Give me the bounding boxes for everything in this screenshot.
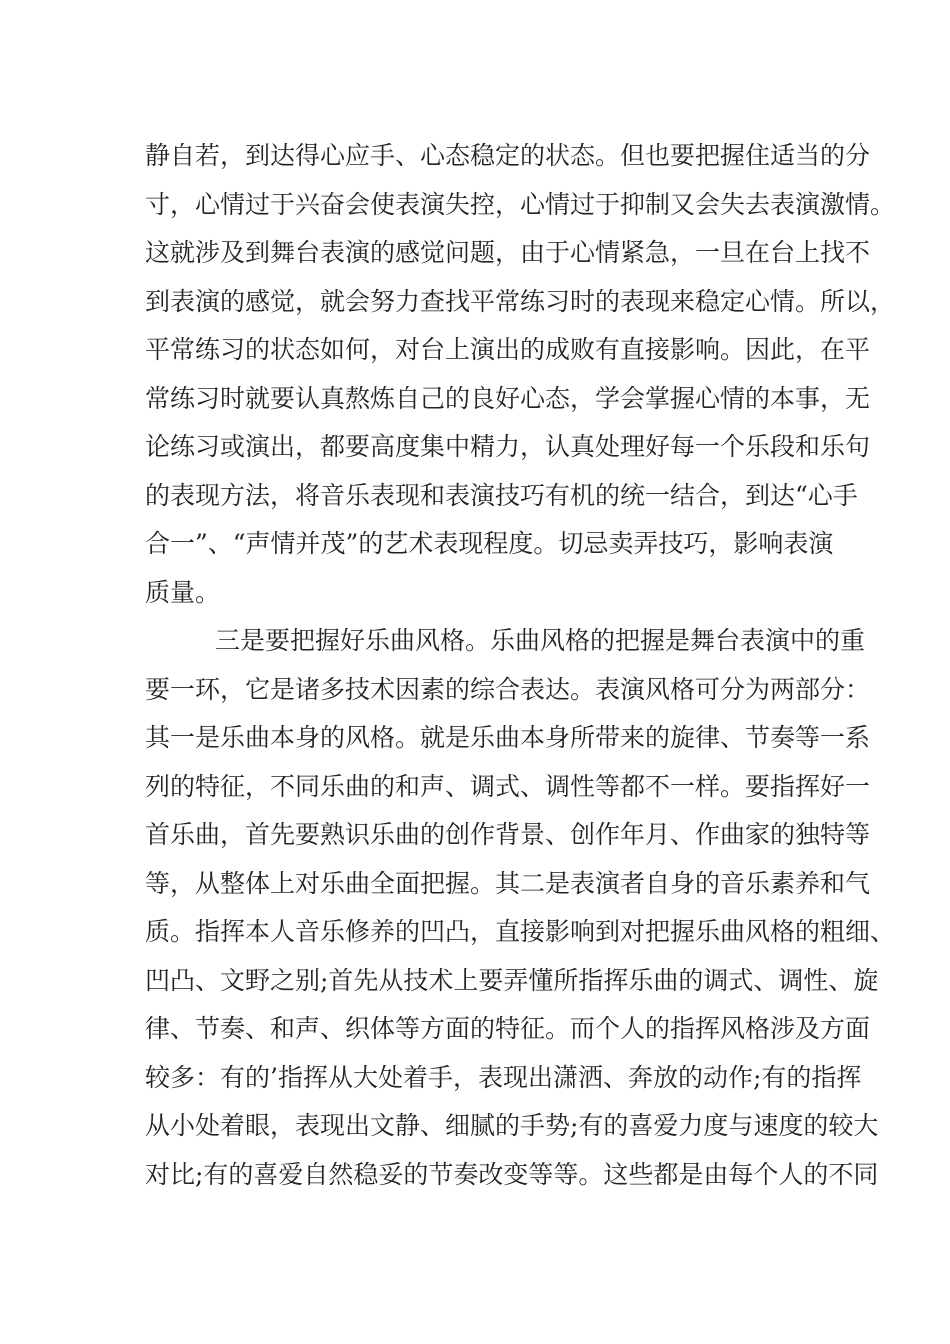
text-line: 其一是乐曲本身的风格。就是乐曲本身所带来的旋律、节奏等一系 <box>145 723 871 752</box>
text-line: 论练习或演出，都要高度集中精力，认真处理好每一个乐段和乐句 <box>145 432 871 461</box>
text-line: 的表现方法，将音乐表现和表演技巧有机的统一结合，到达“心手 <box>145 480 858 510</box>
text-line: 对比;有的喜爱自然稳妥的节奏改变等等。这些都是由每个人的不同 <box>145 1159 879 1189</box>
text-line: 这就涉及到舞台表演的感觉问题，由于心情紧急，一旦在台上找不 <box>145 238 871 267</box>
text-line: 常练习时就要认真熬炼自己的良好心态，学会掌握心情的本事，无 <box>145 383 871 413</box>
text-line: 静自若，到达得心应手、心态稳定的状态。但也要把握住适当的分 <box>145 141 871 170</box>
text-line: 寸，心情过于兴奋会使表演失控，心情过于抑制又会失去表演激情。 <box>145 189 896 219</box>
text-line: 律、节奏、和声、织体等方面的特征。而个人的指挥风格涉及方面 <box>145 1014 871 1043</box>
text-line: 列的特征，不同乐曲的和声、调式、调性等都不一样。要指挥好一 <box>145 771 871 801</box>
text-line: 凹凸、文野之别;首先从技术上要弄懂所指挥乐曲的调式、调性、旋 <box>145 965 879 995</box>
text-line: 质。指挥本人音乐修养的凹凸，直接影响到对把握乐曲风格的粗细、 <box>145 917 896 946</box>
body-text <box>145 132 896 1199</box>
paragraph-start-line: 三是要把握好乐曲风格。乐曲风格的把握是舞台表演中的重 <box>215 626 866 655</box>
text-line: 到表演的感觉，就会努力查找平常练习时的表现来稳定心情。所以， <box>145 286 896 316</box>
text-line: 平常练习的状态如何，对台上演出的成败有直接影响。因此，在平 <box>145 335 871 364</box>
text-line: 从小处着眼，表现出文静、细腻的手势;有的喜爱力度与速度的较大 <box>145 1111 879 1140</box>
text-line: 合一”、“声情并茂”的艺术表现程度。切忌卖弄技巧，影响表演 <box>145 529 834 558</box>
text-line: 等，从整体上对乐曲全面把握。其二是表演者自身的音乐素养和气 <box>145 868 871 898</box>
text-line: 要一环，它是诸多技术因素的综合表达。表演风格可分为两部分： <box>145 674 871 704</box>
text-line: 首乐曲，首先要熟识乐曲的创作背景、创作年月、作曲家的独特等 <box>145 820 871 849</box>
text-line: 质量。 <box>145 577 221 607</box>
text-line: 较多：有的’指挥从大处着手，表现出潇洒、奔放的动作;有的指挥 <box>145 1062 862 1092</box>
